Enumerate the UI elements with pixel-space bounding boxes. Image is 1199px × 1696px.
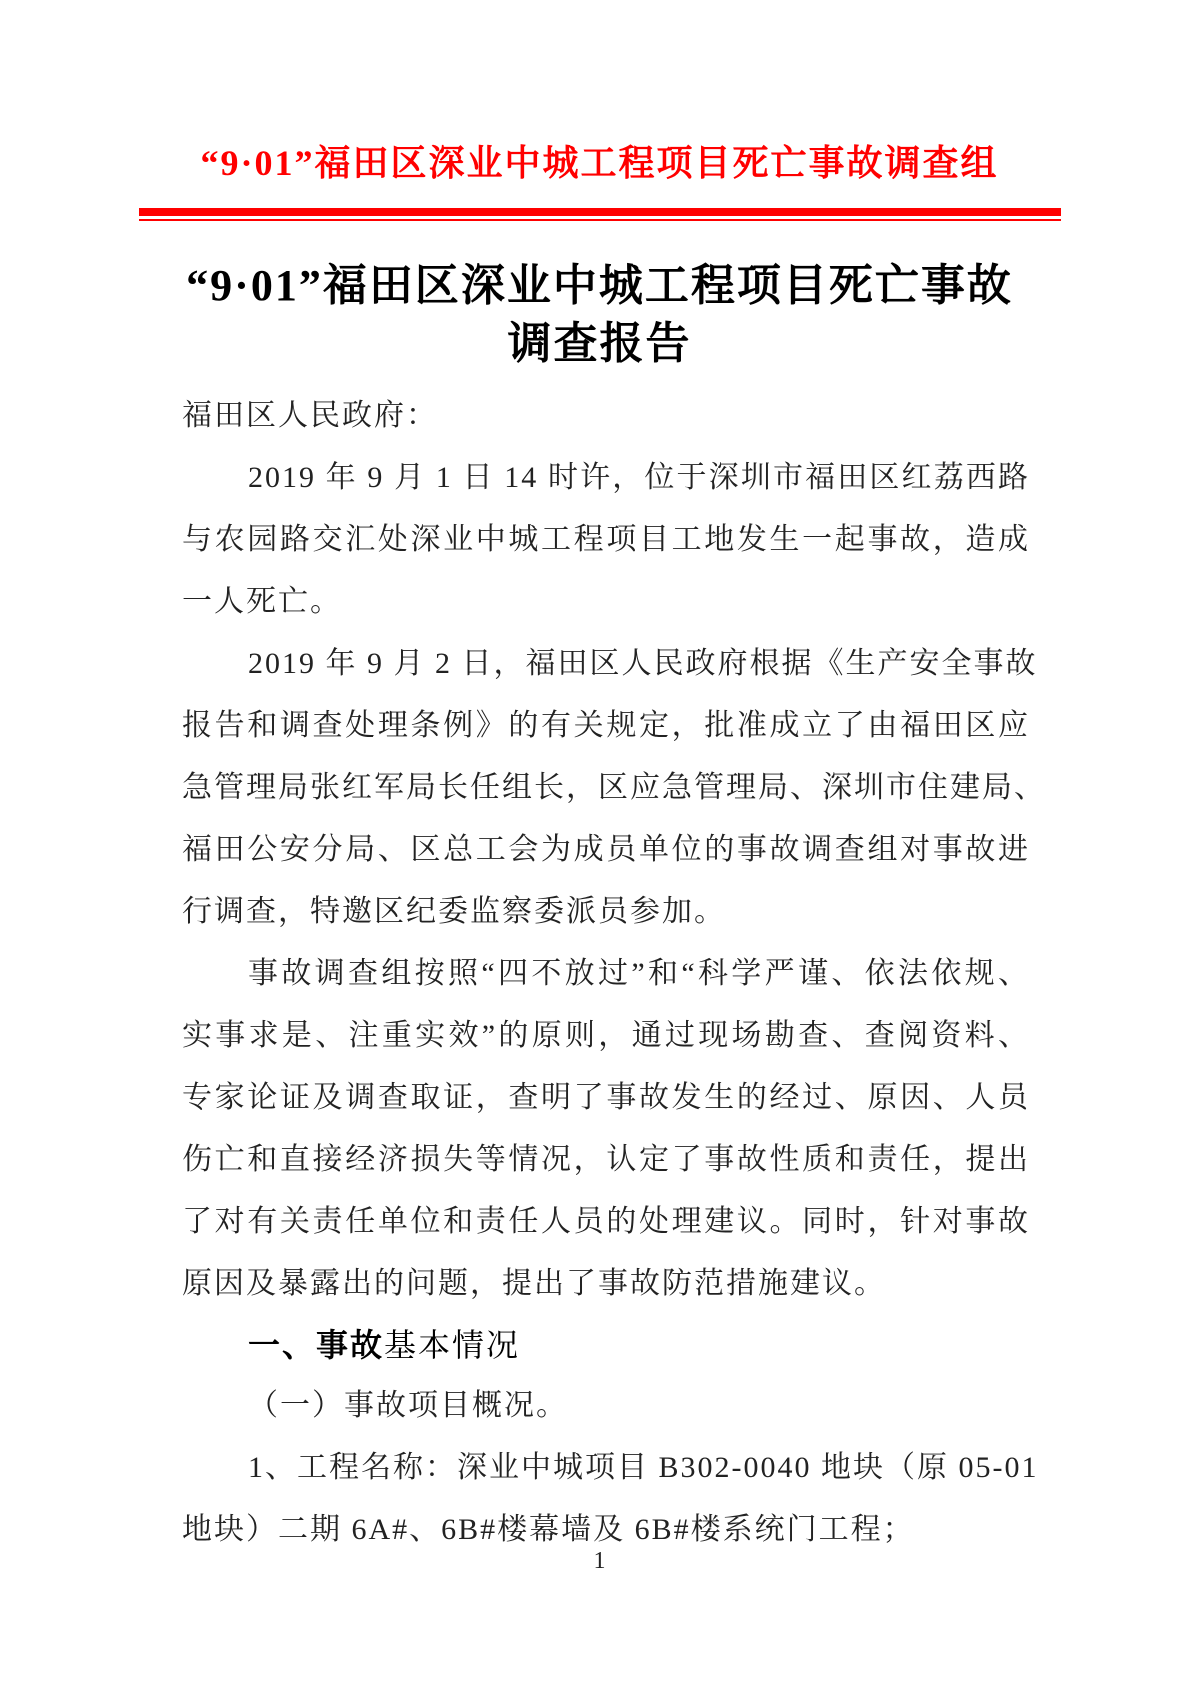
text-line: 实事求是、注重实效”的原则，通过现场勘查、查阅资料、 (182, 1019, 1030, 1052)
text-line: 福田区人民政府： (182, 399, 438, 432)
section-heading-bold-part: 一、事故 (248, 1327, 385, 1363)
text-line: 2019 年 9 月 2 日，福田区人民政府根据《生产安全事故 (248, 647, 1038, 680)
text-line: 行调查，特邀区纪委监察委派员参加。 (182, 895, 726, 928)
text-line: 1、工程名称：深业中城项目 B302-0040 地块（原 05-01 (248, 1451, 1039, 1484)
text-line: 报告和调查处理条例》的有关规定，批准成立了由福田区应 (182, 709, 1030, 742)
letterhead-double-rule (139, 208, 1061, 221)
text-line: 一人死亡。 (182, 585, 342, 618)
text-line: 了对有关责任单位和责任人员的处理建议。同时，针对事故 (182, 1205, 1030, 1238)
text-line: 急管理局张红军局长任组长，区应急管理局、深圳市住建局、 (182, 771, 1046, 804)
report-title-line2: 调查报告 (507, 319, 692, 368)
report-title-line1: “9·01”福田区深业中城工程项目死亡事故 (186, 261, 1013, 310)
text-line: 事故调查组按照“四不放过”和“科学严谨、依法依规、 (248, 957, 1030, 990)
report-body (182, 385, 1046, 1315)
text-line: （一）事故项目概况。 (248, 1389, 568, 1422)
page-number: 1 (593, 1548, 606, 1574)
report-body-continued (182, 1375, 1039, 1561)
section-heading-regular-part: 基本情况 (384, 1327, 521, 1363)
text-line: 原因及暴露出的问题，提出了事故防范措施建议。 (182, 1267, 886, 1300)
text-line: 地块）二期 6A#、6B#楼幕墙及 6B#楼系统门工程； (182, 1513, 915, 1546)
text-line: 福田公安分局、区总工会为成员单位的事故调查组对事故进 (182, 833, 1030, 866)
section-heading-basic-situation (182, 1315, 1030, 1375)
text-line: 与农园路交汇处深业中城工程项目工地发生一起事故，造成 (182, 523, 1030, 556)
text-line: 2019 年 9 月 1 日 14 时许，位于深圳市福田区红荔西路 (248, 461, 1030, 494)
text-line: 专家论证及调查取证，查明了事故发生的经过、原因、人员 (182, 1081, 1030, 1114)
report-title (0, 257, 1199, 373)
text-line: 伤亡和直接经济损失等情况，认定了事故性质和责任，提出 (182, 1143, 1030, 1176)
investigation-team-letterhead: “9·01”福田区深业中城工程项目死亡事故调查组 (200, 143, 999, 183)
